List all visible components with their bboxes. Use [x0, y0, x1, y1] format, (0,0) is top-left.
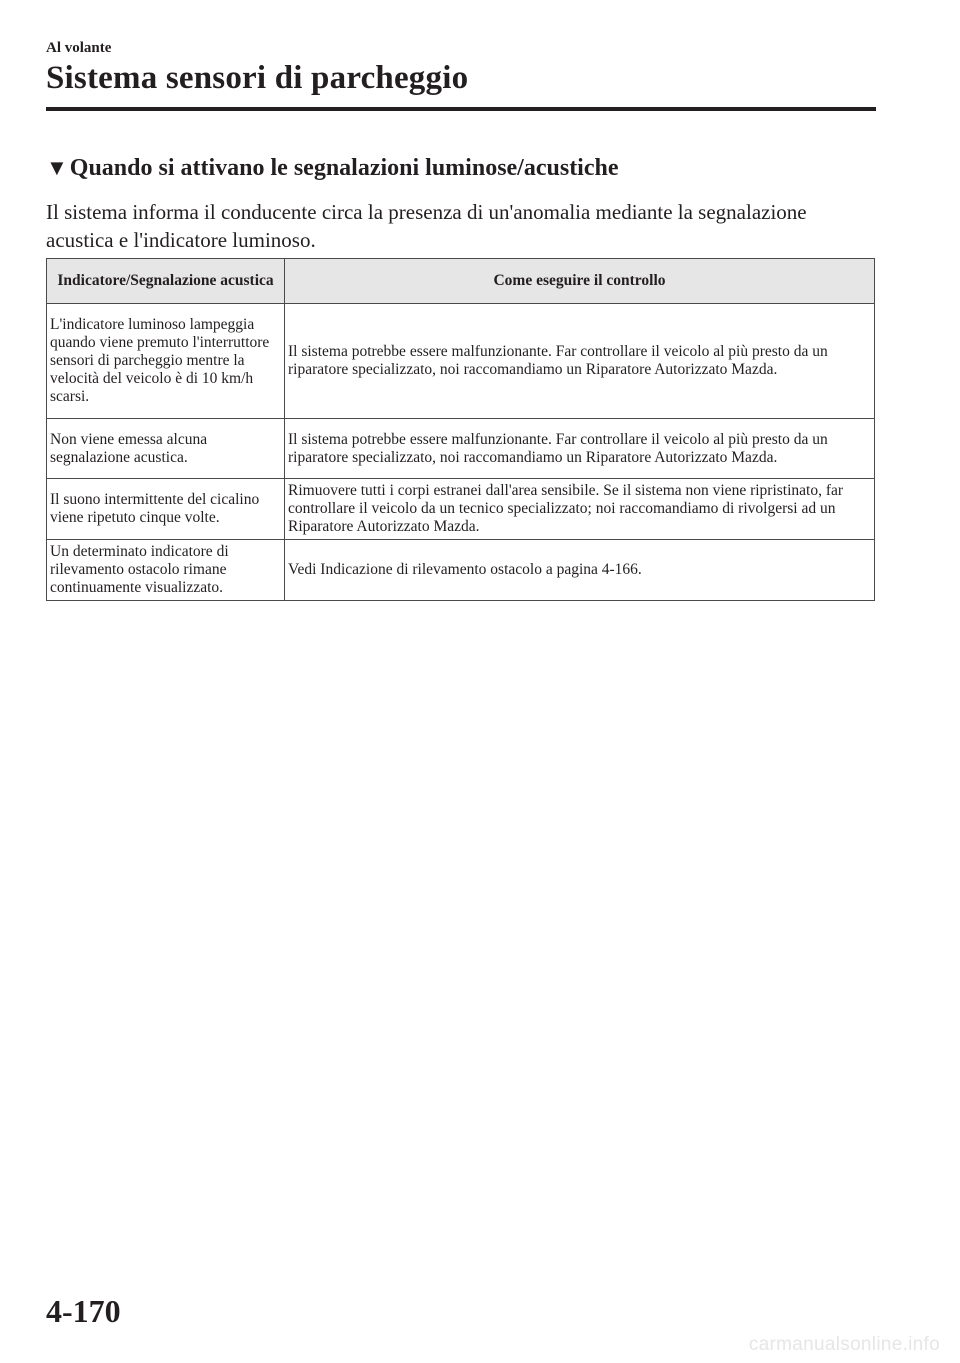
action-cell: Vedi Indicazione di rilevamento ostacolo a pagina 4-166.	[285, 540, 875, 601]
page-title: Sistema sensori di parcheggio	[46, 60, 469, 96]
intro-paragraph: Il sistema informa il conducente circa la presenza di un'anomalia mediante la segnalazione acustica e l'indicatore luminoso.	[46, 200, 807, 252]
indicator-cell: Il suono intermittente del cicalino viene ripetuto cinque volte.	[47, 479, 285, 540]
watermark: carmanualsonline.info	[748, 1334, 940, 1355]
indicator-cell: L'indicatore luminoso lampeggia quando viene premuto l'interruttore sensori di parcheggio mentre la velocità del veicolo è di 10 km/h scarsi.	[47, 304, 285, 419]
column-header-action: Come eseguire il controllo	[285, 259, 875, 304]
indicator-cell: Un determinato indicatore di rilevamento ostacolo rimane continuamente visualizzato.	[47, 540, 285, 601]
table-row	[47, 540, 875, 601]
page-number: 4-170	[46, 1293, 121, 1329]
column-header-indicator: Indicatore/Segnalazione acustica	[47, 259, 285, 304]
indicator-cell: Non viene emessa alcuna segnalazione acustica.	[47, 419, 285, 479]
table-header-row	[47, 259, 875, 304]
table-row	[47, 304, 875, 419]
action-cell: Il sistema potrebbe essere malfunzionante. Far controllare il veicolo al più presto da un riparatore specializzato, noi raccomandiamo un Riparatore Autorizzato Mazda.	[285, 419, 875, 479]
triangle-marker-icon: ▼	[46, 154, 68, 180]
action-cell: Rimuovere tutti i corpi estranei dall'area sensibile. Se il sistema non viene ripristinato, far controllare il veicolo da un tecnico specializzato; noi raccomandiamo di rivolgersi ad un Riparatore Autorizzato Mazda.	[285, 479, 875, 540]
section-heading	[46, 155, 619, 182]
section-heading-text: Quando si attivano le segnalazioni luminose/acustiche	[69, 155, 619, 181]
running-header: Al volante	[46, 40, 112, 56]
title-rule	[46, 107, 876, 111]
table-row	[47, 419, 875, 479]
indicator-table	[46, 258, 875, 601]
action-cell: Il sistema potrebbe essere malfunzionante. Far controllare il veicolo al più presto da un riparatore specializzato, noi raccomandiamo un Riparatore Autorizzato Mazda.	[285, 304, 875, 419]
table-row	[47, 479, 875, 540]
